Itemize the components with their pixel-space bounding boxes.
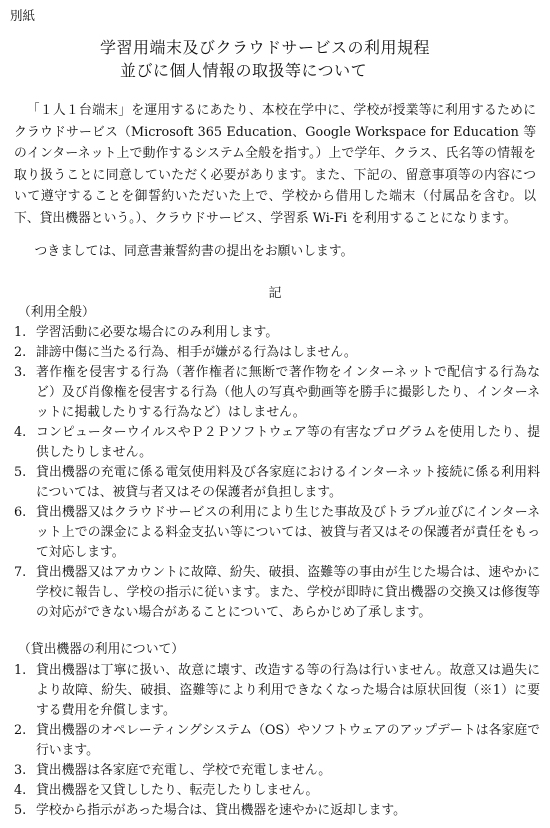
item-text: 貸出機器のオペレーティングシステム（OS）やソフトウェアのアップデートは各家庭で行います。 bbox=[36, 723, 540, 758]
item-number: 1. bbox=[14, 325, 27, 340]
list-item bbox=[10, 363, 540, 423]
list-item bbox=[10, 761, 540, 781]
list-item bbox=[10, 463, 540, 503]
item-number: 4. bbox=[14, 783, 27, 798]
item-text: 貸出機器を又貸ししたり、転売したりしません。 bbox=[36, 783, 319, 798]
intro-paragraph: 「１人１台端末」を運用するにあたり、本校在学中に、学校が授業等に利用するためにクラウドサービス（Microsoft 365 Education、Google Workspace for Education 等のインターネット上で動作するシステム全般を指す。）上で学年、クラス、氏名等の情報を取り扱うことに同意していただく必要があります。また、下記の、留意事項等の内容について遵守することを御誓約いただいた上で、学校から借用した端末（付属品を含む。以下、貸出機器という。）、クラウドサービス、学習系 Wi-Fi を利用することになります。 bbox=[14, 103, 536, 226]
item-number: 2. bbox=[14, 723, 27, 738]
item-number: 2. bbox=[14, 345, 27, 360]
title-line-2: 並びに個人情報の取扱等について bbox=[120, 61, 368, 80]
list-item bbox=[10, 343, 540, 363]
item-text: 貸出機器は丁寧に扱い、故意に壊す、改造する等の行為は行いません。故意又は過失により故障、紛失、破損、盗難等により利用できなくなった場合は原状回復（※1）に要する費用を弁償します。 bbox=[36, 663, 540, 718]
item-number: 1. bbox=[14, 663, 27, 678]
list-item bbox=[10, 661, 540, 721]
item-number: 6. bbox=[14, 505, 27, 520]
general-use-list bbox=[10, 323, 540, 623]
list-item bbox=[10, 423, 540, 463]
item-text: 貸出機器は各家庭で充電し、学校で充電しません。 bbox=[36, 763, 332, 778]
list-item bbox=[10, 801, 540, 821]
annex-label: 別紙 bbox=[10, 8, 36, 23]
section-heading-device-use: （貸出機器の利用について） bbox=[18, 642, 185, 657]
item-number: 4. bbox=[14, 425, 27, 440]
item-number: 7. bbox=[14, 565, 27, 580]
list-item bbox=[10, 563, 540, 623]
item-text: 貸出機器の充電に係る電気使用料及び各家庭におけるインターネット接続に係る利用料については、被貸与者又はその保護者が負担します。 bbox=[36, 465, 540, 500]
item-text: 著作権を侵害する行為（著作権者に無断で著作物をインターネットで配信する行為など）及び肖像権を侵害する行為（他人の写真や動画等を勝手に撮影したり、インターネットに掲載したりする行為など）はしません。 bbox=[36, 365, 540, 420]
item-text: 貸出機器又はクラウドサービスの利用により生じた事故及びトラブル並びにインターネット上での課金による料金支払い等については、被貸与者又はその保護者が責任をもって対応します。 bbox=[36, 505, 540, 560]
ki-heading: 記 bbox=[268, 286, 282, 301]
request-paragraph: つきましては、同意書兼誓約書の提出をお願いします。 bbox=[34, 244, 354, 259]
item-number: 5. bbox=[14, 803, 27, 818]
list-item bbox=[10, 721, 540, 761]
item-number: 3. bbox=[14, 763, 27, 778]
title-line-1: 学習用端末及びクラウドサービスの利用規程 bbox=[100, 38, 431, 57]
device-use-list bbox=[10, 661, 540, 821]
list-item bbox=[10, 503, 540, 563]
item-text: 貸出機器又はアカウントに故障、紛失、破損、盗難等の事由が生じた場合は、速やかに学校に報告し、学校の指示に従います。また、学校が即時に貸出機器の交換又は修復等の対応ができない場合があることについて、あらかじめ了承します。 bbox=[36, 565, 540, 620]
item-number: 5. bbox=[14, 465, 27, 480]
list-item bbox=[10, 781, 540, 801]
list-item bbox=[10, 323, 540, 343]
item-text: 学習活動に必要な場合にのみ利用します。 bbox=[36, 325, 279, 340]
item-text: 学校から指示があった場合は、貸出機器を速やかに返却します。 bbox=[36, 803, 406, 818]
item-text: 誹謗中傷に当たる行為、相手が嫌がる行為はしません。 bbox=[36, 345, 357, 360]
section-heading-general-use: （利用全般） bbox=[18, 305, 95, 320]
item-number: 3. bbox=[14, 365, 27, 380]
document-title bbox=[100, 36, 540, 82]
item-text: コンピューターウイルスやＰ２Ｐソフトウェア等の有害なプログラムを使用したり、提供したりしません。 bbox=[36, 425, 540, 460]
